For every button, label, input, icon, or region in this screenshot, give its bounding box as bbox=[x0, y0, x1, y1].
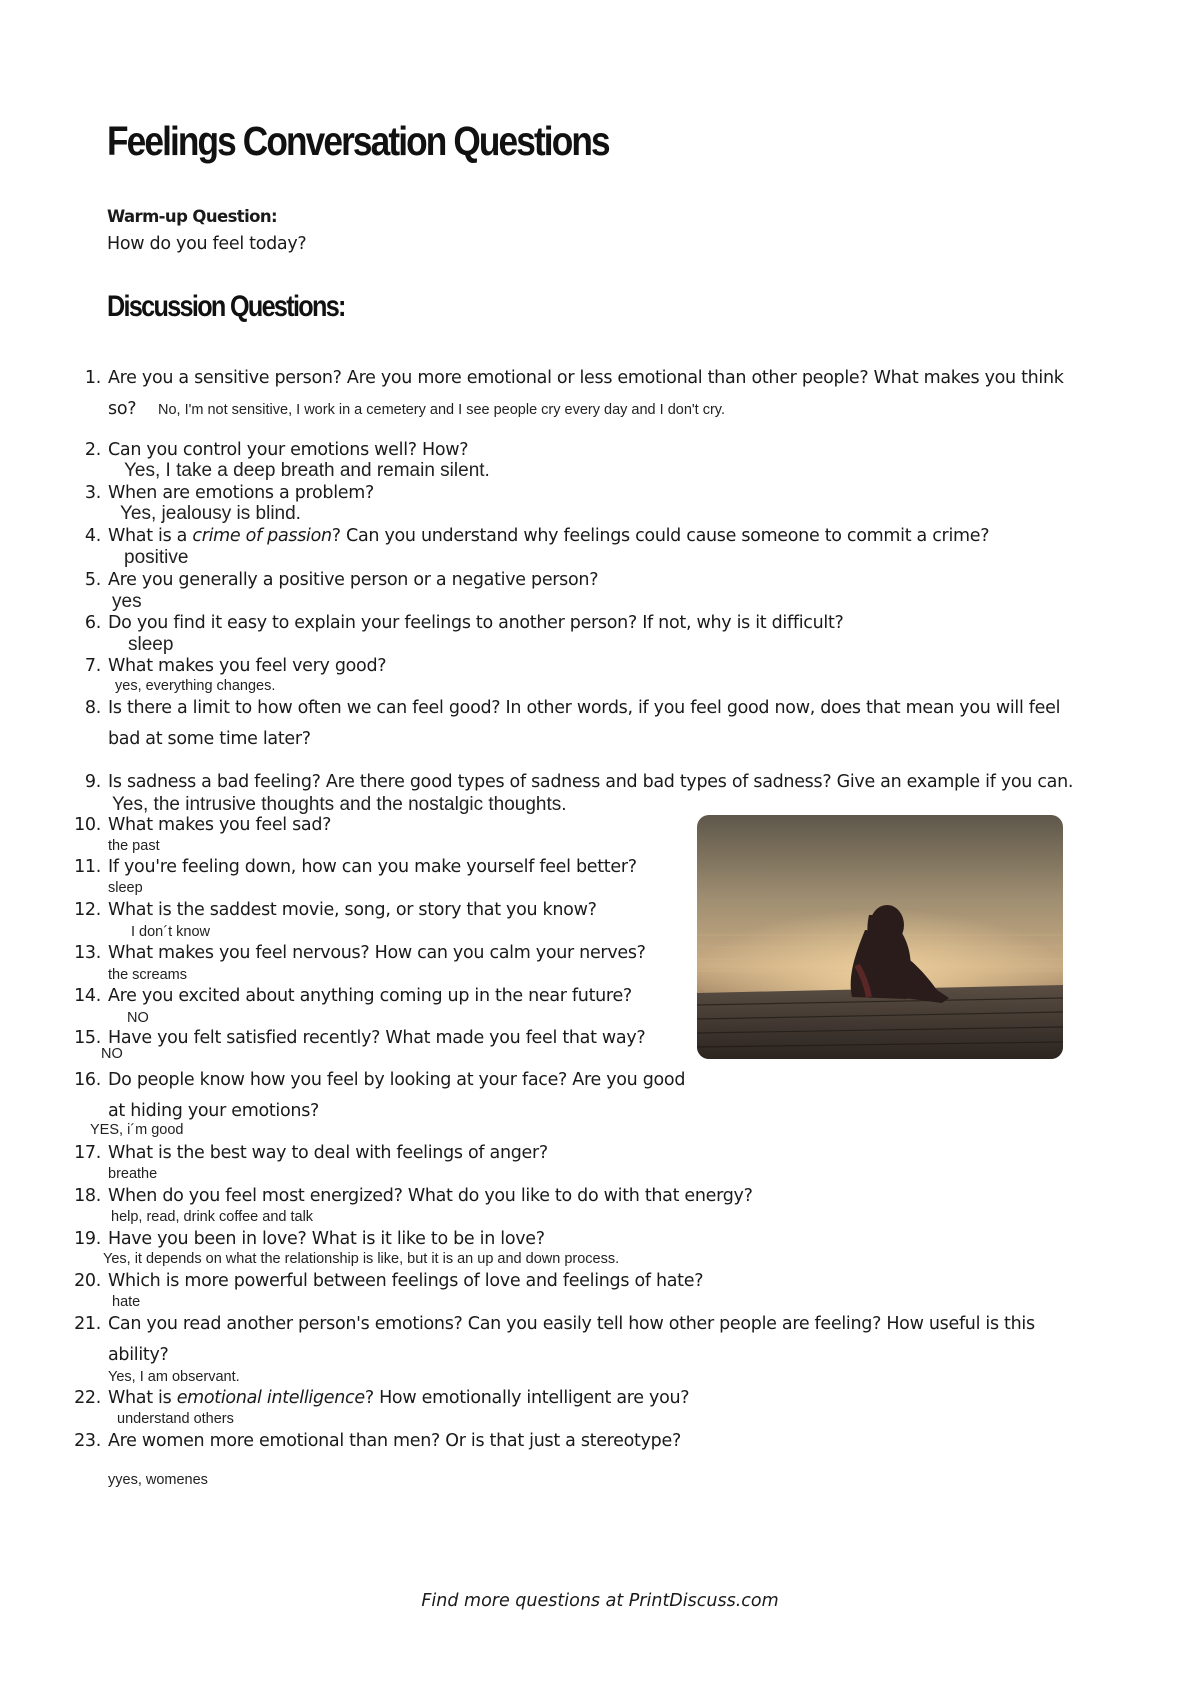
warmup-question: How do you feel today? bbox=[107, 234, 307, 254]
answer-text: yes bbox=[112, 591, 142, 612]
question-term-italic: crime of passion bbox=[192, 526, 332, 546]
question-number: 15. bbox=[74, 1028, 101, 1048]
question-number: 22. bbox=[74, 1388, 101, 1408]
answer-text: I don´t know bbox=[131, 924, 210, 940]
answer-text: No, I'm not sensitive, I work in a cemetery and I see people cry every day and I don't cry. bbox=[158, 402, 726, 418]
question-text: Are you excited about anything coming up in the near future? bbox=[108, 986, 632, 1006]
question-number: 1. bbox=[84, 368, 101, 388]
question-text: What makes you feel sad? bbox=[108, 815, 332, 835]
answer-text: help, read, drink coffee and talk bbox=[111, 1209, 314, 1225]
question-number: 2. bbox=[84, 440, 101, 460]
question-text: What is the saddest movie, song, or story that you know? bbox=[108, 900, 597, 920]
question-number: 10. bbox=[74, 815, 101, 835]
question-text: If you're feeling down, how can you make yourself feel better? bbox=[108, 857, 637, 877]
question-text: Which is more powerful between feelings of love and feelings of hate? bbox=[108, 1271, 704, 1291]
question-text: Are you a sensitive person? Are you more emotional or less emotional than other people? What makes you think bbox=[108, 368, 1064, 388]
answer-text: Yes, it depends on what the relationship is like, but it is an up and down process. bbox=[103, 1251, 620, 1267]
answer-text: Yes, the intrusive thoughts and the nostalgic thoughts. bbox=[112, 794, 567, 815]
question-text: Can you read another person's emotions? Can you easily tell how other people are feeling? How useful is this bbox=[108, 1314, 1035, 1334]
answer-text: breathe bbox=[108, 1166, 158, 1182]
answer-text: Yes, I take a deep breath and remain silent. bbox=[124, 460, 490, 481]
question-text-continued: bad at some time later? bbox=[108, 729, 311, 749]
question-number: 18. bbox=[74, 1186, 101, 1206]
answer-text: hate bbox=[112, 1294, 141, 1310]
question-text: What is a crime of passion? Can you understand why feelings could cause someone to commit a crime? bbox=[108, 526, 990, 546]
footer-credit: Find more questions at PrintDiscuss.com bbox=[421, 1591, 779, 1611]
sad-person-photo bbox=[697, 815, 1063, 1059]
question-number: 21. bbox=[74, 1314, 101, 1334]
question-text-continued: at hiding your emotions? bbox=[108, 1101, 319, 1121]
question-text: Is there a limit to how often we can feel good? In other words, if you feel good now, does that mean you will feel bbox=[108, 698, 1061, 718]
question-number: 4. bbox=[84, 526, 101, 546]
question-text: What makes you feel nervous? How can you calm your nerves? bbox=[108, 943, 646, 963]
question-text: Have you felt satisfied recently? What made you feel that way? bbox=[108, 1028, 646, 1048]
answer-text: YES, i´m good bbox=[90, 1122, 184, 1138]
answer-text: positive bbox=[124, 547, 189, 568]
answer-text: Yes, jealousy is blind. bbox=[120, 503, 301, 524]
question-text: Are women more emotional than men? Or is that just a stereotype? bbox=[108, 1431, 681, 1451]
question-text: Is sadness a bad feeling? Are there good types of sadness and bad types of sadness? Give an example if you can. bbox=[108, 772, 1074, 792]
question-text: Are you generally a positive person or a negative person? bbox=[108, 570, 599, 590]
question-number: 12. bbox=[74, 900, 101, 920]
question-text: What makes you feel very good? bbox=[108, 656, 387, 676]
question-text: Have you been in love? What is it like to be in love? bbox=[108, 1229, 545, 1249]
question-number: 13. bbox=[74, 943, 101, 963]
question-number: 16. bbox=[74, 1070, 101, 1090]
answer-text: the screams bbox=[108, 967, 187, 983]
question-number: 6. bbox=[84, 613, 101, 633]
question-number: 7. bbox=[84, 656, 101, 676]
question-number: 8. bbox=[84, 698, 101, 718]
answer-text: understand others bbox=[117, 1411, 234, 1427]
question-text: When are emotions a problem? bbox=[108, 483, 374, 503]
question-number: 11. bbox=[74, 857, 101, 877]
question-term-italic: emotional intelligence bbox=[176, 1388, 365, 1408]
question-text-continued: ability? bbox=[108, 1345, 169, 1365]
answer-text: sleep bbox=[128, 634, 174, 655]
answer-text: sleep bbox=[108, 880, 143, 896]
question-text: What is the best way to deal with feelings of anger? bbox=[108, 1143, 548, 1163]
question-text: When do you feel most energized? What do you like to do with that energy? bbox=[108, 1186, 753, 1206]
question-number: 20. bbox=[74, 1271, 101, 1291]
answer-text: yyes, womenes bbox=[108, 1472, 208, 1488]
question-text: Do you find it easy to explain your feelings to another person? If not, why is it difficult? bbox=[108, 613, 844, 633]
answer-text: yes, everything changes. bbox=[115, 678, 276, 694]
answer-text: NO bbox=[127, 1010, 149, 1026]
question-text: Can you control your emotions well? How? bbox=[108, 440, 469, 460]
answer-text: the past bbox=[108, 838, 160, 854]
question-number: 14. bbox=[74, 986, 101, 1006]
question-text: Do people know how you feel by looking at your face? Are you good bbox=[108, 1070, 686, 1090]
question-number: 3. bbox=[84, 483, 101, 503]
warmup-label: Warm-up Question: bbox=[107, 207, 278, 226]
question-number: 23. bbox=[74, 1431, 101, 1451]
question-number: 9. bbox=[84, 772, 101, 792]
answer-text: Yes, I am observant. bbox=[108, 1369, 240, 1385]
question-number: 17. bbox=[74, 1143, 101, 1163]
question-number: 19. bbox=[74, 1229, 101, 1249]
discussion-heading: Discussion Questions: bbox=[107, 290, 345, 323]
answer-text: NO bbox=[101, 1046, 123, 1062]
question-text-continued: so? bbox=[108, 399, 137, 419]
question-text: What is emotional intelligence? How emotionally intelligent are you? bbox=[108, 1388, 690, 1408]
question-number: 5. bbox=[84, 570, 101, 590]
page-title: Feelings Conversation Questions bbox=[107, 118, 609, 164]
